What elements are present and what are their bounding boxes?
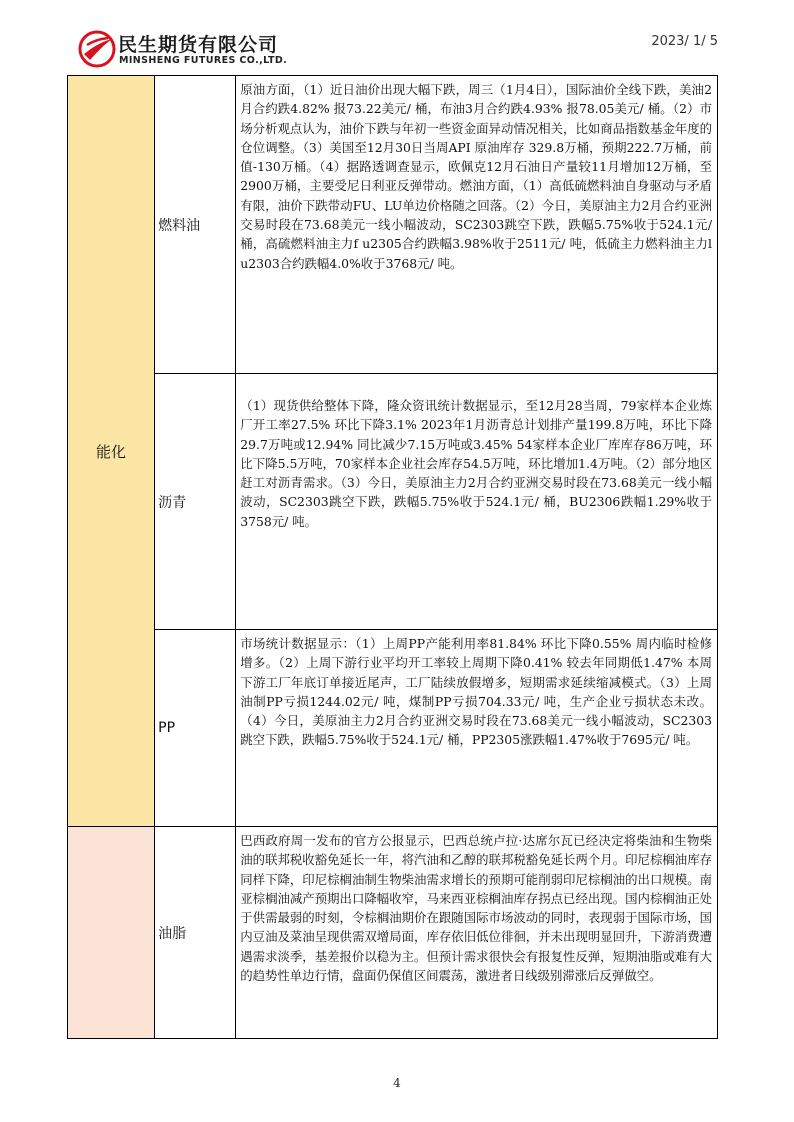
- commodity-commentary-cell: [236, 827, 718, 1039]
- sector-energy-cell: [68, 76, 155, 827]
- page-header: [0, 0, 794, 75]
- commodity-commentary: 巴西政府周一发布的官方公报显示，巴西总统卢拉·达席尔瓦已经决定将柴油和生物柴油的联邦税收豁免延长一年，将汽油和乙醇的联邦税豁免延长两个月。印尼棕榈油库存同样下降，印尼棕榈油制生物柴油需求增长的预期可能削弱印尼棕榈油的出口规模。南亚棕榈油减产预期出口降幅收窄，马来西亚棕榈油库存拐点已经出现。国内棕榈油正处于供需最弱的时刻，令棕榈油期价在跟随国际市场波动的同时，表现弱于国际市场，国内豆油及菜油呈现供需双增局面，库存依旧低位徘徊，并未出现明显回升，下游消费遭遇需求淡季，基差报价以稳为主。但预计需求很快会有报复性反弹，短期油脂或难有大的趋势性单边行情，盘面仍保值区间震荡，激进者日线级别滞涨后反弹做空。: [240, 833, 712, 984]
- commodity-name-cell: [155, 630, 236, 827]
- table-row: [68, 827, 718, 1039]
- sector-label: 能化: [96, 442, 127, 461]
- commodity-name: 油脂: [158, 925, 187, 942]
- commodity-commentary-cell: [236, 630, 718, 827]
- commodity-name: 沥青: [158, 494, 187, 511]
- commodity-commentary-cell: [236, 76, 718, 374]
- commodity-commentary: （1）现货供给整体下降，隆众资讯统计数据显示，至12月28当周，79家样本企业炼厂开工率27.5% 环比下降3.1% 2023年1月沥青总计划排产量199.8万吨，环比下降29.7万吨或12.94% 同比减少7.15万吨或3.45% 54家样本企业厂库库存86万吨，环比下降5.5万吨，70家样本企业社会库存54.5万吨，环比增加1.4万吨。（2）部分地区赶工对沥青需求。（3）今日，美原油主力2月合约亚洲交易时段在73.68美元一线小幅波动，SC2303跳空下跌，跌幅5.75%收于524.1元/ 桶，BU2306跌幅1.29%收于3758元/ 吨。: [240, 398, 712, 529]
- commodity-table: [67, 75, 718, 1039]
- commodity-name: 燃料油: [158, 217, 201, 234]
- report-date: 2023/ 1/ 5: [651, 34, 718, 49]
- commodity-name-cell: [155, 827, 236, 1039]
- commodity-commentary: 原油方面，（1）近日油价出现大幅下跌，周三（1月4日），国际油价全线下跌，美油2月合约跌4.82% 报73.22美元/ 桶，布油3月合约跌4.93% 报78.05美元/ 桶。（2）市场分析观点认为，油价下跌与年初一些资金面异动情况相关，比如商品指数基金年度的仓位调整。（3）美国至12月30日当周API 原油库存 329.8万桶，预期222.7万桶，前值-130万桶。（4）据路透调查显示，欧佩克12月石油日产量较11月增加12万桶，至2900万桶，主要受尼日利亚反弹带动。燃油方面，（1）高低硫燃料油自身驱动与矛盾有限，油价下跌带动FU、LU单边价格随之回落。（2）今日，美原油主力2月合约亚洲交易时段在73.68美元一线小幅波动，SC2303跳空下跌，跌幅5.75%收于524.1元/ 桶，高硫燃料油主力f u2305合约跌幅3.98%收于2511元/ 吨，低硫主力燃料油主力l u2303合约跌幅4.0%收于3768元/ 吨。: [240, 82, 712, 271]
- commodity-commentary: 市场统计数据显示：（1）上周PP产能利用率81.84% 环比下降0.55% 周内临时检修增多。（2）上周下游行业平均开工率较上周期下降0.41% 较去年同期低1.47% 本周下游工厂年底订单接近尾声，工厂陆续放假增多，短期需求延续缩减模式。（3）上周油制PP亏损1244.02元/ 吨，煤制PP亏损704.33元/ 吨，生产企业亏损状态未改。（4）今日，美原油主力2月合约亚洲交易时段在73.68美元一线小幅波动，SC2303跳空下跌，跌幅5.75%收于524.1元/ 桶，PP2305涨跌幅1.47%收于7695元/ 吨。: [240, 636, 712, 748]
- sector-fats-cell: [68, 827, 155, 1039]
- minsheng-logo-icon: [78, 30, 116, 68]
- company-name-en: MINSHENG FUTURES CO.,LTD.: [119, 55, 288, 66]
- table-row: [68, 630, 718, 827]
- commodity-name-cell: [155, 374, 236, 630]
- table-row: [68, 374, 718, 630]
- page-number: 4: [393, 1076, 401, 1090]
- commodity-commentary-cell: [236, 374, 718, 630]
- table-row: [68, 76, 718, 374]
- commodity-name: PP: [158, 720, 176, 736]
- commodity-name-cell: [155, 76, 236, 374]
- company-name-cn: 民生期货有限公司: [118, 34, 279, 56]
